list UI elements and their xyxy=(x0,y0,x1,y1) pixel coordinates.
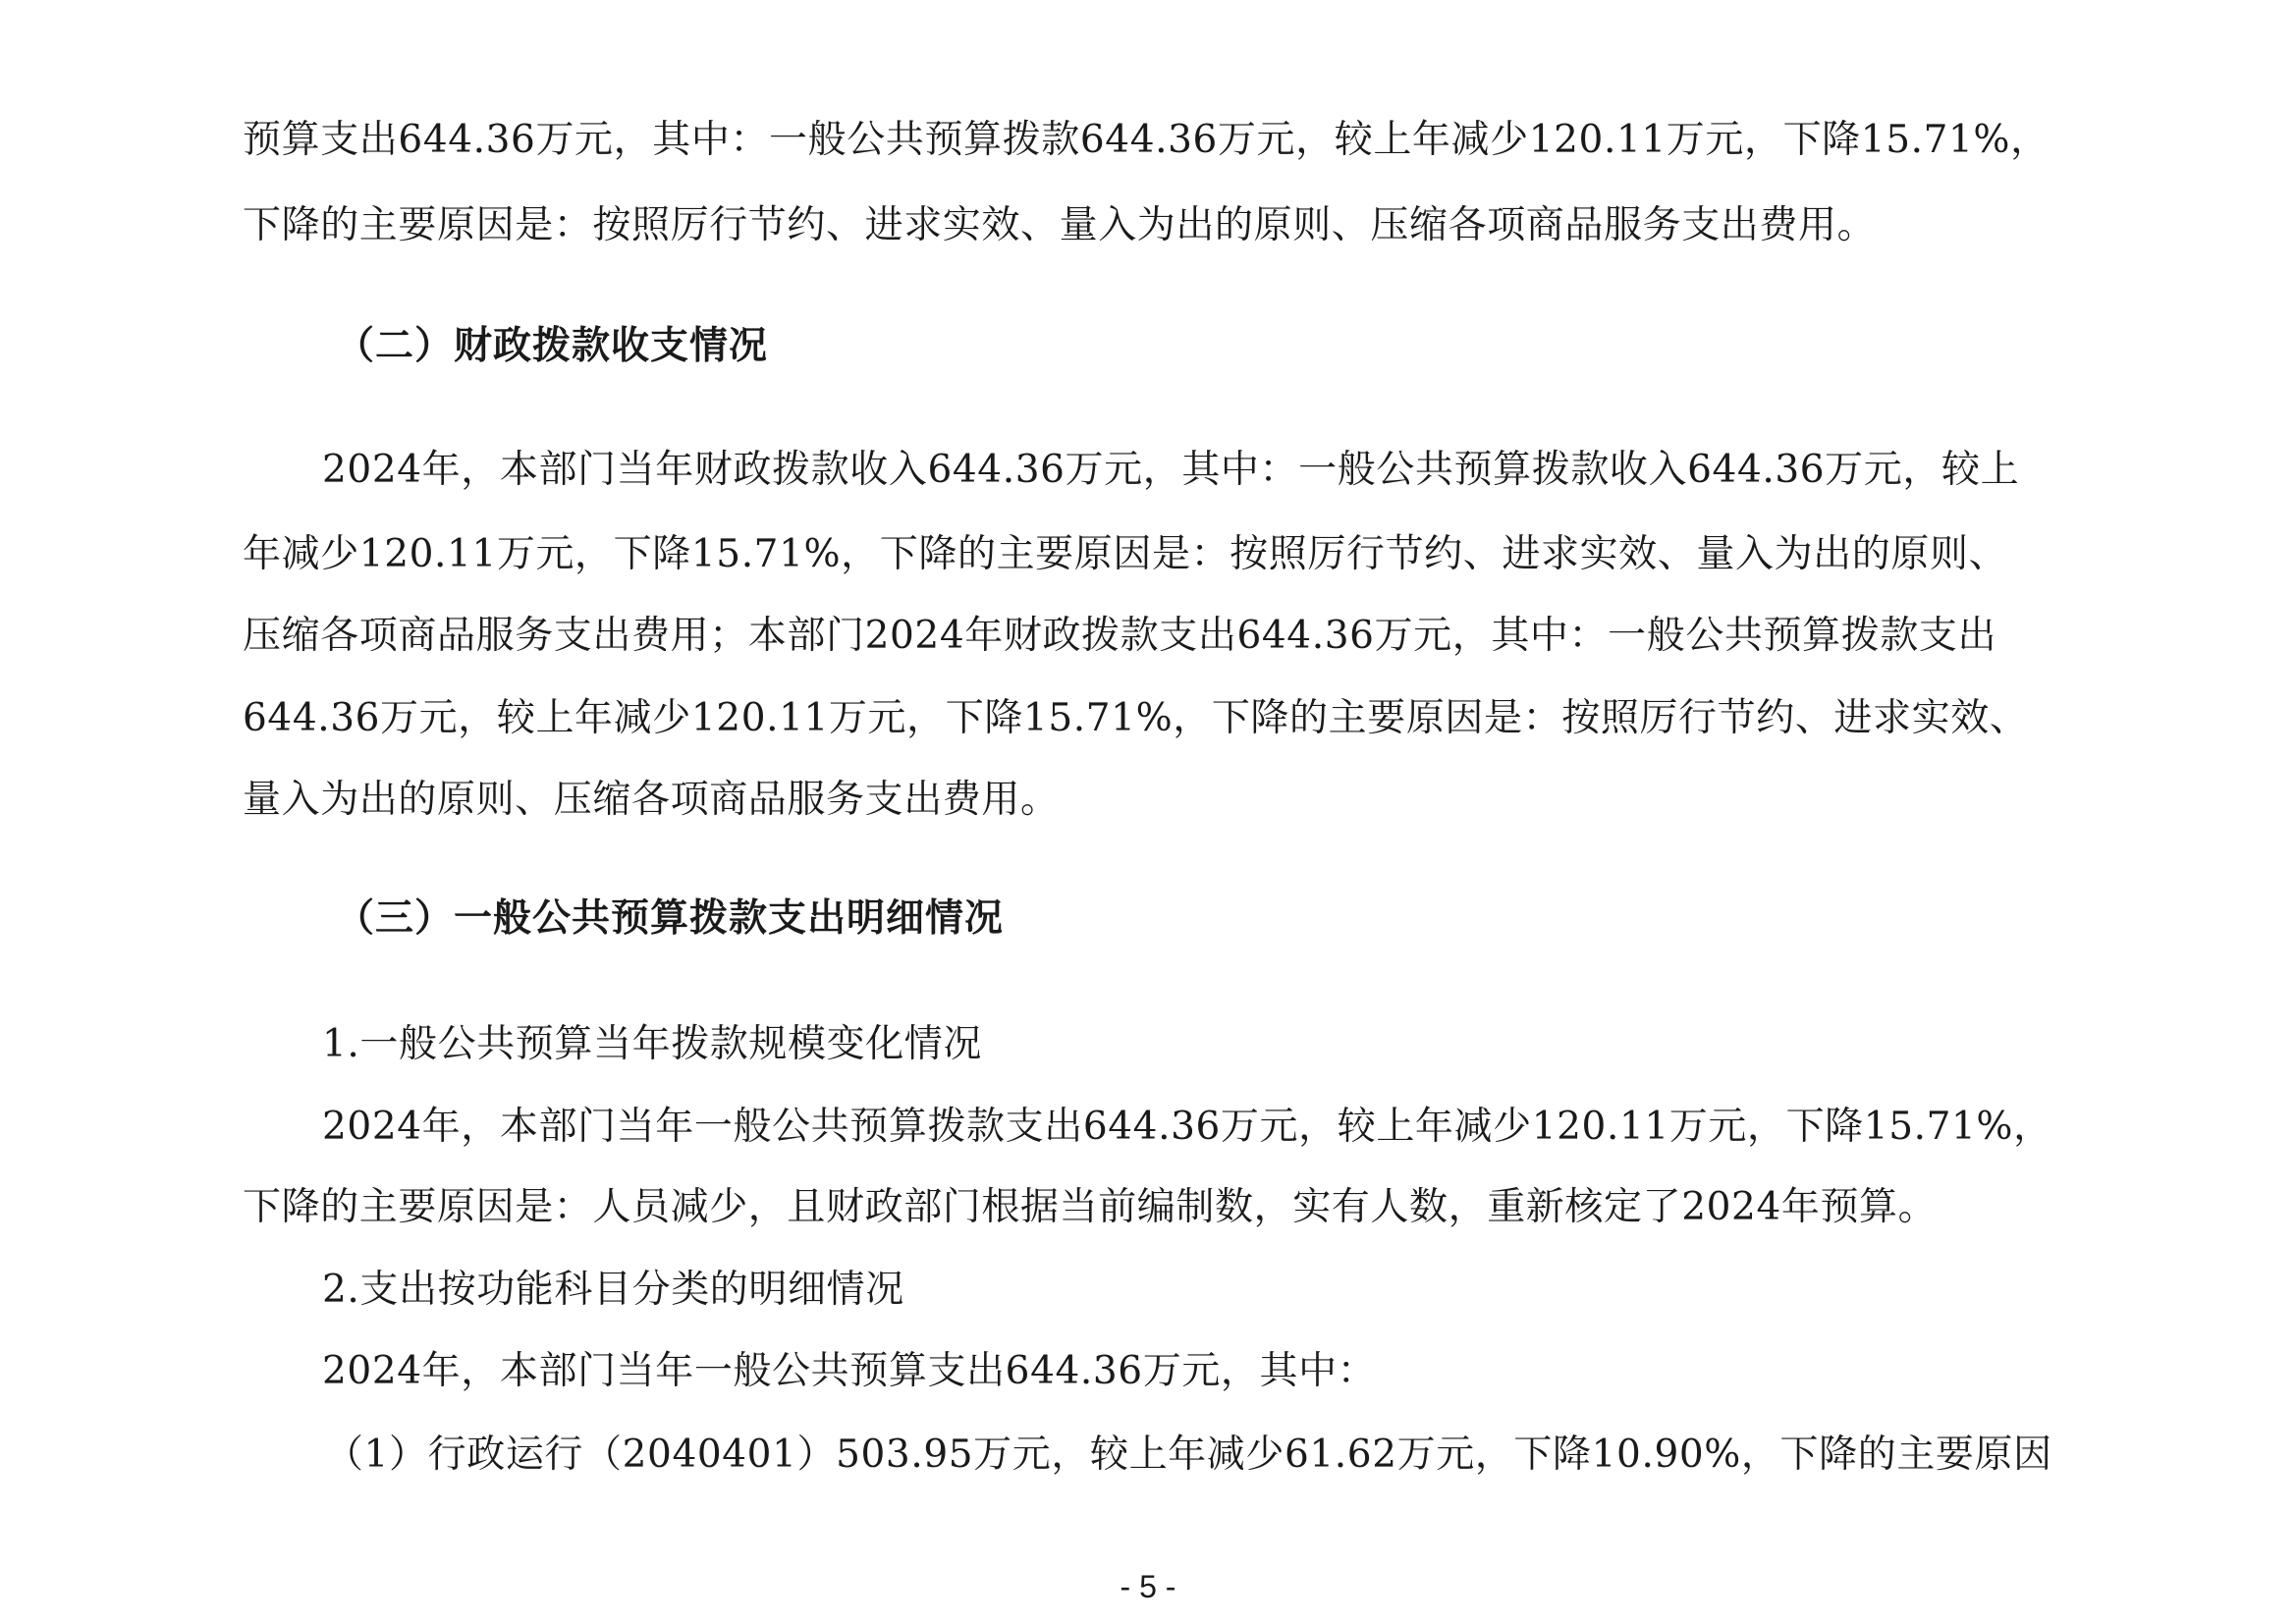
paragraph-line: 压缩各项商品服务支出费用；本部门2024年财政拨款支出644.36万元，其中：一般公共预算拨款支出 xyxy=(243,614,1997,658)
paragraph-line: 下降的主要原因是：人员减少，且财政部门根据当前编制数，实有人数，重新核定了2024年预算。 xyxy=(243,1185,1938,1229)
page-number: - 5 - xyxy=(1120,1569,1176,1604)
paragraph-line: 下降的主要原因是：按照厉行节约、进求实效、量入为出的原则、压缩各项商品服务支出费用。 xyxy=(243,203,1877,247)
paragraph-line: 2024年，本部门当年财政拨款收入644.36万元，其中：一般公共预算拨款收入644.36万元，较上 xyxy=(322,448,2020,492)
paragraph-line: 2024年，本部门当年一般公共预算拨款支出644.36万元，较上年减少120.11万元，下降15.71%， xyxy=(322,1105,2052,1149)
subheading-line: 1.一般公共预算当年拨款规模变化情况 xyxy=(322,1022,983,1066)
section-heading: （二）财政拨款收支情况 xyxy=(336,323,769,368)
paragraph-line: 年减少120.11万元，下降15.71%，下降的主要原因是：按照厉行节约、进求实效、量入为出的原则、 xyxy=(243,532,2008,576)
subheading-line: 2.支出按功能科目分类的明细情况 xyxy=(322,1268,904,1312)
paragraph-line: 量入为出的原则、压缩各项商品服务支出费用。 xyxy=(243,778,1060,822)
paragraph-line: 预算支出644.36万元，其中：一般公共预算拨款644.36万元，较上年减少120.11万元，下降15.71%， xyxy=(243,118,2050,162)
section-heading: （三）一般公共预算拨款支出明细情况 xyxy=(336,895,1005,941)
paragraph-line: （1）行政运行（2040401）503.95万元，较上年减少61.62万元，下降10.90%，下降的主要原因 xyxy=(325,1433,2052,1477)
paragraph-line: 644.36万元，较上年减少120.11万元，下降15.71%，下降的主要原因是：按照厉行节约、进求实效、 xyxy=(243,696,2029,740)
paragraph-line: 2024年，本部门当年一般公共预算支出644.36万元，其中： xyxy=(322,1349,1377,1393)
